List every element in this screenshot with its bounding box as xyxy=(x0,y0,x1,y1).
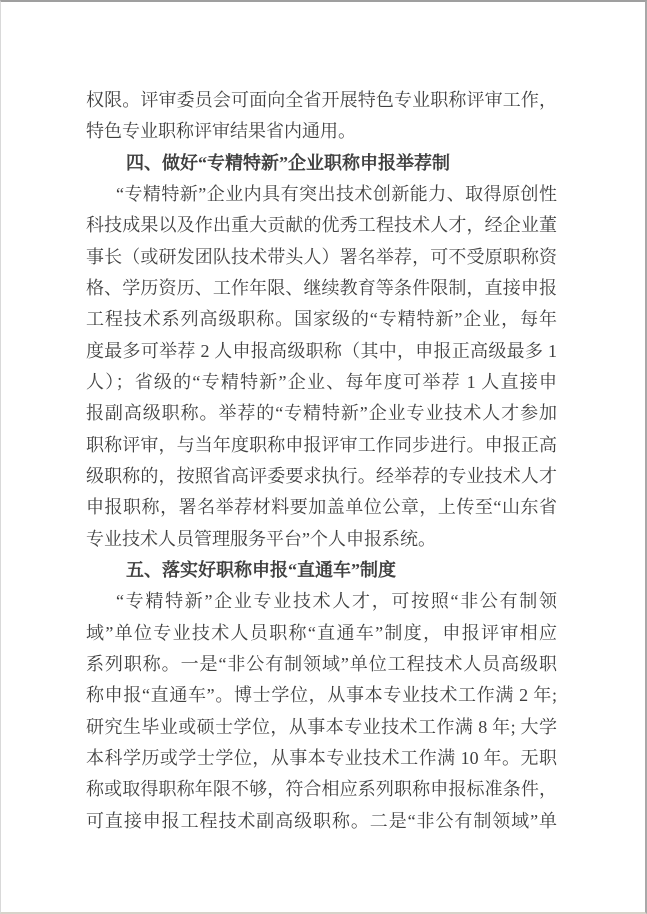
document-line: 权限。评审委员会可面向全省开展特色专业职称评审工作， xyxy=(86,90,557,110)
document-line: 称申报“直通车”。博士学位，从事本专业技术工作满 2 年; xyxy=(86,685,557,706)
document-line: 可直接申报工程技术副高级职称。二是“非公有制领域”单 xyxy=(86,810,557,831)
document-line: 职称评审，与当年度职称申报评审工作同步进行。申报正高 xyxy=(86,434,557,455)
document-line: 事长（或研发团队技术带头人）署名举荐，可不受原职称资 xyxy=(86,246,557,267)
document-line: “专精特新”企业内具有突出技术创新能力、取得原创性 xyxy=(116,183,557,204)
document-line: 系列职称。一是“非公有制领域”单位工程技术人员高级职 xyxy=(86,653,557,674)
section-heading: 四、做好“专精特新”企业职称申报举荐制 xyxy=(126,152,450,173)
document-line: 称或取得职称年限不够，符合相应系列职称申报标准条件， xyxy=(86,779,557,800)
document-line: 科技成果以及作出重大贡献的优秀工程技术人才，经企业董 xyxy=(86,215,557,236)
document-line: 工程技术系列高级职称。国家级的“专精特新”企业，每年 xyxy=(86,309,557,330)
document-line: 本科学历或学士学位，从事本专业技术工作满 10 年。无职 xyxy=(86,747,557,768)
document-line: 格、学历资历、工作年限、继续教育等条件限制，直接申报 xyxy=(86,277,557,298)
document-line: 度最多可举荐 2 人申报高级职称（其中，申报正高级最多 1 xyxy=(86,340,557,361)
document-line: “专精特新”企业专业技术人才，可按照“非公有制领 xyxy=(116,591,557,612)
document-line: 研究生毕业或硕士学位，从事本专业技术工作满 8 年; 大学 xyxy=(86,716,557,737)
section-heading: 五、落实好职称申报“直通车”制度 xyxy=(126,559,396,580)
document-line: 特色专业职称评审结果省内通用。 xyxy=(86,121,356,142)
document-text-block xyxy=(1,2,645,837)
document-line: 域”单位专业技术人员职称“直通车”制度，申报评审相应 xyxy=(86,622,557,643)
document-line: 级职称的，按照省高评委要求执行。经举荐的专业技术人才 xyxy=(86,465,557,486)
document-line: 报副高级职称。举荐的“专精特新”企业专业技术人才参加 xyxy=(86,403,557,424)
document-line: 申报职称，署名举荐材料要加盖单位公章，上传至“山东省 xyxy=(86,497,557,518)
document-line: 人）；省级的“专精特新”企业、每年度可举荐 1 人直接申 xyxy=(86,371,557,392)
document-line: 专业技术人员管理服务平台”个人申报系统。 xyxy=(86,528,436,549)
